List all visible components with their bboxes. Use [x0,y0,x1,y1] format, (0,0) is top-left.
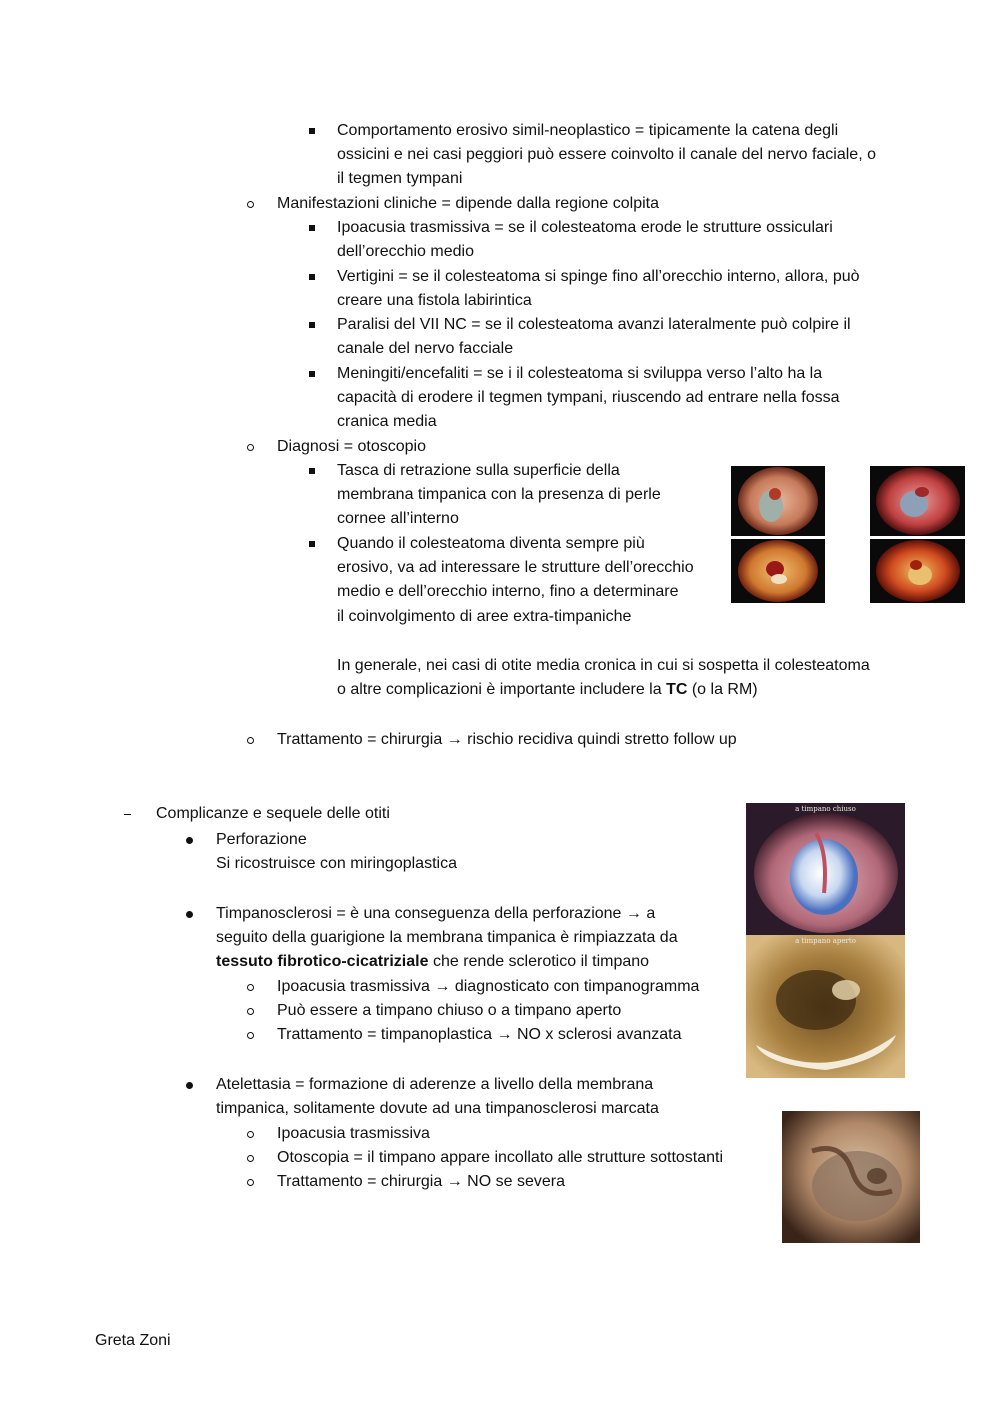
diagnosi-title: Diagnosi = otoscopio [277,438,426,455]
timpanosclerosi-sub-3 [277,1023,681,1047]
sub-1-text-end: diagnosticato con timpanogramma [450,978,700,995]
dash-bullet-icon [124,814,131,815]
manifestazione-2-line-2: creare una fistola labirintica [337,292,532,309]
timpanosclerosi-text-end: a [641,905,656,922]
atelettasia-sub-3-end: NO se severa [462,1173,565,1190]
timpanosclerosi-line-3-end: che rende sclerotico il timpano [428,953,650,970]
atelettasia-line-2: timpanica, solitamente dovute ad una timpanosclerosi marcata [216,1100,659,1117]
complicanze-title: Complicanze e sequele delle otiti [156,805,390,822]
otoscopy-image-2 [870,466,965,536]
trattamento-text: Trattamento = chirurgia [277,731,447,748]
square-bullet-icon [309,541,315,547]
square-bullet-icon [309,274,315,280]
circle-bullet-icon [247,1008,254,1015]
sub-3-text-end: NO x sclerosi avanzata [512,1026,682,1043]
circle-bullet-icon [247,984,254,991]
atelettasia-sub-3-text: Trattamento = chirurgia [277,1173,447,1190]
in-generale-line-2 [337,678,758,702]
in-generale-line-2-text: o altre complicazioni è importante includere la [337,681,667,698]
sub-1-text: Ipoacusia trasmissiva [277,978,435,995]
dot-bullet-icon [186,1082,193,1089]
manifestazioni-title: Manifestazioni cliniche = dipende dalla regione colpita [277,195,660,212]
diagnosi-1-line-1: Tasca di retrazione sulla superficie della [337,462,620,479]
arrow-right-icon: → [434,978,451,995]
atelettasia-sub-3 [277,1170,565,1194]
timpanosclerosi-sub-2: Può essere a timpano chiuso o a timpano aperto [277,1002,622,1019]
circle-bullet-icon [247,444,254,451]
diagnosi-2-line-1: Quando il colesteatoma diventa sempre più [337,535,645,552]
square-bullet-icon [309,371,315,377]
timpano-aperto-caption: a timpano aperto [795,937,856,945]
diagnosi-1-line-3: cornee all’interno [337,510,459,527]
sub-3-text: Trattamento = timpanoplastica [277,1026,497,1043]
arrow-right-icon: → [625,905,642,922]
manifestazione-1-line-1: Ipoacusia trasmissiva = se il colesteatoma erode le strutture ossiculari [337,219,833,236]
diagnosi-2-line-2: erosivo, va ad interessare le strutture dell’orecchio [337,559,694,576]
otoscopy-image-1 [731,466,825,536]
dot-bullet-icon [186,911,193,918]
tc-bold: TC [666,681,688,698]
footer-author: Greta Zoni [95,1332,171,1349]
diagnosi-1-line-2: membrana timpanica con la presenza di perle [337,486,661,503]
comportamento-line-1: Comportamento erosivo simil-neoplastico = tipicamente la catena degli [337,122,839,139]
atelettasia-sub-2: Otoscopia = il timpano appare incollato alle strutture sottostanti [277,1149,724,1166]
atelettasia-image [782,1111,920,1243]
circle-bullet-icon [247,1032,254,1039]
otoscopy-image-3 [731,539,825,603]
manifestazione-4-line-3: cranica media [337,413,437,430]
atelettasia-sub-1: Ipoacusia trasmissiva [277,1125,430,1142]
timpanosclerosi-line-2: seguito della guarigione la membrana timpanica è rimpiazzata da [216,929,678,946]
square-bullet-icon [309,225,315,231]
otoscopy-image-4 [870,539,965,603]
square-bullet-icon [309,468,315,474]
manifestazione-1-line-2: dell’orecchio medio [337,243,474,260]
circle-bullet-icon [247,737,254,744]
square-bullet-icon [309,322,315,328]
perforazione-text: Si ricostruisce con miringoplastica [216,855,457,872]
dot-bullet-icon [186,837,193,844]
circle-bullet-icon [247,1179,254,1186]
arrow-right-icon: → [446,1173,463,1190]
circle-bullet-icon [247,201,254,208]
timpano-chiuso-caption: a timpano chiuso [795,805,856,813]
manifestazione-2-line-1: Vertigini = se il colesteatoma si spinge fino all’orecchio interno, allora, può [337,268,860,285]
circle-bullet-icon [247,1131,254,1138]
timpano-aperto-image [746,935,905,1078]
perforazione-title: Perforazione [216,831,307,848]
manifestazione-4-line-2: capacità di erodere il tegmen tympani, riuscendo ad entrare nella fossa [337,389,840,406]
timpanosclerosi-line-3 [216,950,649,974]
trattamento-line [277,728,737,752]
comportamento-line-3: il tegmen tympani [337,170,463,187]
timpanosclerosi-line-1 [216,902,655,926]
in-generale-line-2-end: (o la RM) [687,681,758,698]
diagnosi-2-line-3: medio e dell’orecchio interno, fino a determinare [337,583,679,600]
arrow-right-icon: → [496,1026,513,1043]
timpanosclerosi-text: Timpanosclerosi = è una conseguenza della perforazione [216,905,626,922]
timpano-chiuso-image [746,803,905,935]
in-generale-line-1: In generale, nei casi di otite media cronica in cui si sospetta il colesteatoma [337,657,870,674]
arrow-right-icon: → [446,731,463,748]
manifestazione-4-line-1: Meningiti/encefaliti = se i il colesteatoma si sviluppa verso l’alto ha la [337,365,823,382]
comportamento-line-2: ossicini e nei casi peggiori può essere coinvolto il canale del nervo faciale, o [337,146,876,163]
diagnosi-2-line-4: il coinvolgimento di aree extra-timpaniche [337,608,632,625]
circle-bullet-icon [247,1155,254,1162]
manifestazione-3-line-2: canale del nervo facciale [337,340,514,357]
tessuto-bold: tessuto fibrotico-cicatriziale [216,953,429,970]
manifestazione-3-line-1: Paralisi del VII NC = se il colesteatoma avanzi lateralmente può colpire il [337,316,851,333]
timpanosclerosi-sub-1 [277,975,699,999]
trattamento-text-end: rischio recidiva quindi stretto follow up [462,731,737,748]
square-bullet-icon [309,128,315,134]
atelettasia-line-1: Atelettasia = formazione di aderenze a livello della membrana [216,1076,654,1093]
